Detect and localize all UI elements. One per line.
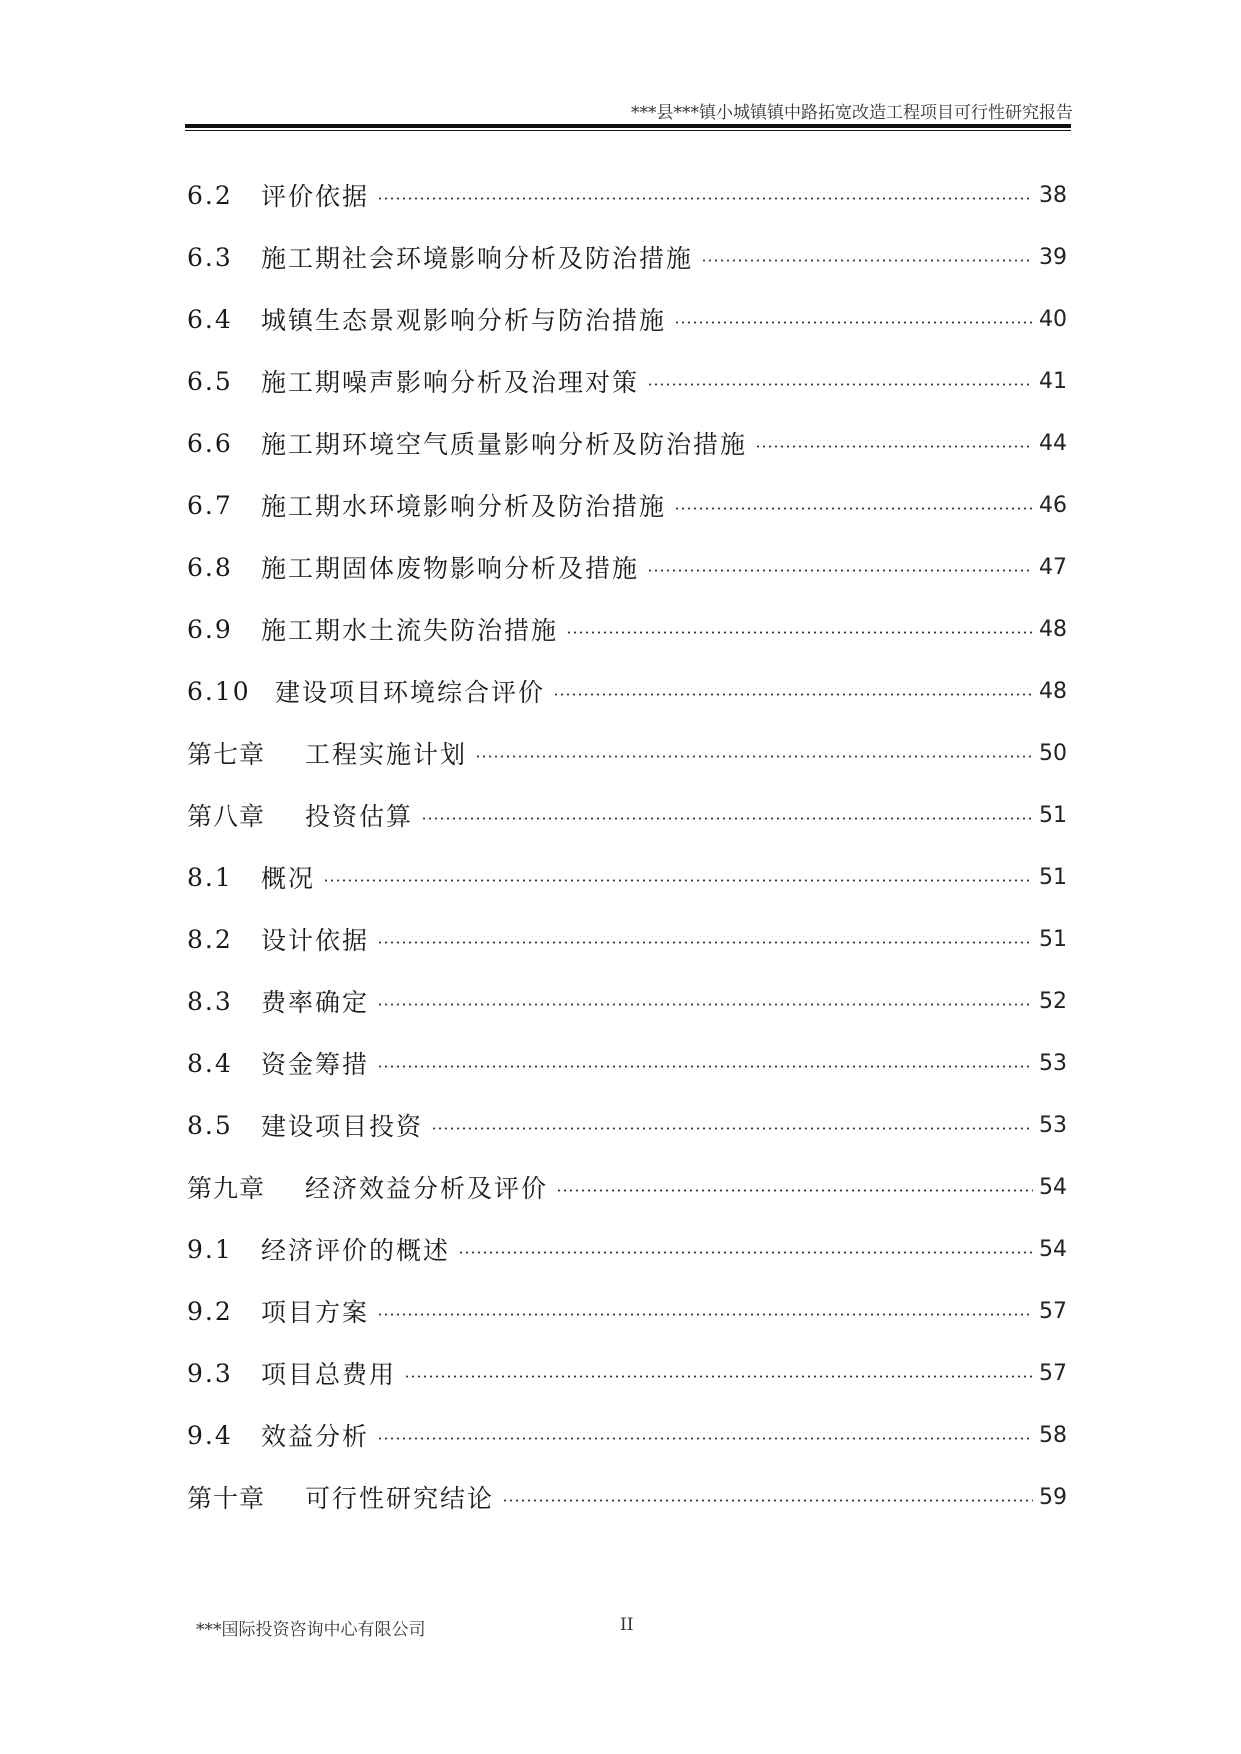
dot-leader [556, 1189, 1033, 1192]
toc-entry[interactable] [187, 350, 1067, 412]
toc-entry[interactable] [187, 1404, 1067, 1466]
dot-leader [404, 1375, 1033, 1378]
toc-entry-page: 39 [1039, 244, 1067, 270]
toc-entry-number: 8.5 [187, 1110, 233, 1140]
dot-leader [647, 383, 1033, 386]
dot-leader [502, 1499, 1033, 1502]
dot-leader [421, 817, 1033, 820]
toc-entry-title: 效益分析 [261, 1422, 370, 1451]
toc-entry-title: 项目方案 [261, 1298, 370, 1327]
header-rule-thin [185, 130, 1071, 131]
toc-entry-page: 58 [1039, 1422, 1067, 1448]
toc-entry-number: 8.3 [187, 986, 233, 1016]
toc-entry-title: 建设项目环境综合评价 [275, 678, 546, 707]
toc-entry-page: 57 [1039, 1360, 1067, 1386]
dot-leader [377, 941, 1033, 944]
dot-leader [475, 755, 1033, 758]
toc-entry[interactable] [187, 908, 1067, 970]
toc-entry-number: 6.10 [187, 676, 251, 706]
toc-entry-number: 第九章 [187, 1174, 266, 1203]
dot-leader [458, 1251, 1033, 1254]
dot-leader [377, 1065, 1033, 1068]
toc-entry-number: 6.8 [187, 552, 233, 582]
toc-entry-title: 费率确定 [261, 988, 370, 1017]
toc-entry-page: 48 [1039, 616, 1067, 642]
toc-entry-number: 9.1 [187, 1234, 233, 1264]
toc-entry-page: 44 [1039, 430, 1067, 456]
toc-entry-title: 城镇生态景观影响分析与防治措施 [261, 306, 667, 335]
dot-leader [674, 507, 1033, 510]
toc-entry-title: 可行性研究结论 [305, 1484, 495, 1513]
toc-entry-page: 57 [1039, 1298, 1067, 1324]
toc-entry-number: 9.2 [187, 1296, 233, 1326]
toc-entry[interactable] [187, 1280, 1067, 1342]
toc-entry-title: 施工期社会环境影响分析及防治措施 [261, 244, 694, 273]
toc-entry-number: 6.6 [187, 428, 233, 458]
dot-leader [377, 1437, 1033, 1440]
toc-entry[interactable] [187, 164, 1067, 226]
toc-entry[interactable] [187, 970, 1067, 1032]
toc-entry-page: 41 [1039, 368, 1067, 394]
footer-page-number: II [620, 1615, 634, 1635]
toc-entry-number: 9.4 [187, 1420, 233, 1450]
toc-entry-page: 46 [1039, 492, 1067, 518]
toc-entry-number: 6.2 [187, 180, 233, 210]
toc-entry-page: 50 [1039, 740, 1067, 766]
toc-entry-number: 第十章 [187, 1484, 266, 1513]
toc-entry-page: 48 [1039, 678, 1067, 704]
dot-leader [431, 1127, 1033, 1130]
toc-entry-title: 项目总费用 [261, 1360, 397, 1389]
toc-entry-title: 工程实施计划 [305, 740, 468, 769]
toc-entry-number: 8.2 [187, 924, 233, 954]
toc-entry-title: 施工期水土流失防治措施 [261, 616, 559, 645]
toc-entry-page: 38 [1039, 182, 1067, 208]
toc-entry[interactable] [187, 846, 1067, 908]
toc-entry[interactable] [187, 226, 1067, 288]
toc-entry-title: 施工期固体废物影响分析及措施 [261, 554, 640, 583]
dot-leader [377, 1003, 1033, 1006]
toc-entry-title: 概况 [261, 864, 316, 893]
toc-entry-page: 54 [1039, 1174, 1067, 1200]
toc-entry-title: 评价依据 [261, 182, 370, 211]
dot-leader [553, 693, 1033, 696]
toc-entry[interactable] [187, 412, 1067, 474]
toc-entry-number: 8.1 [187, 862, 233, 892]
running-header-title: ***县***镇小城镇镇中路拓宽改造工程项目可行性研究报告 [631, 103, 1073, 123]
toc-entry-number: 8.4 [187, 1048, 233, 1078]
toc-entry-title: 投资估算 [305, 802, 414, 831]
toc-entry[interactable] [187, 1466, 1067, 1528]
toc-entry-title: 经济效益分析及评价 [305, 1174, 549, 1203]
toc-entry-title: 建设项目投资 [261, 1112, 424, 1141]
toc-entry[interactable] [187, 1032, 1067, 1094]
toc-entry-title: 经济评价的概述 [261, 1236, 451, 1265]
toc-entry[interactable] [187, 784, 1067, 846]
toc-entry[interactable] [187, 536, 1067, 598]
toc-entry-title: 资金筹措 [261, 1050, 370, 1079]
toc-entry-number: 第七章 [187, 740, 266, 769]
toc-entry-title: 施工期环境空气质量影响分析及防治措施 [261, 430, 748, 459]
toc-entry-page: 54 [1039, 1236, 1067, 1262]
toc-entry[interactable] [187, 1156, 1067, 1218]
toc-entry-number: 9.3 [187, 1358, 233, 1388]
toc-entry-title: 施工期噪声影响分析及治理对策 [261, 368, 640, 397]
dot-leader [701, 259, 1033, 262]
toc-entry-number: 6.7 [187, 490, 233, 520]
header-rule [185, 124, 1071, 128]
dot-leader [377, 1313, 1033, 1316]
toc-entry-title: 设计依据 [261, 926, 370, 955]
toc-entry[interactable] [187, 288, 1067, 350]
footer-company: ***国际投资咨询中心有限公司 [196, 1620, 426, 1640]
dot-leader [755, 445, 1033, 448]
toc-entry[interactable] [187, 660, 1067, 722]
toc-entry-title: 施工期水环境影响分析及防治措施 [261, 492, 667, 521]
toc-entry-number: 6.9 [187, 614, 233, 644]
toc-entry[interactable] [187, 1218, 1067, 1280]
toc-entry-page: 47 [1039, 554, 1067, 580]
toc-entry-page: 51 [1039, 926, 1067, 952]
dot-leader [377, 197, 1033, 200]
toc-entry-page: 59 [1039, 1484, 1067, 1510]
toc-entry-page: 51 [1039, 802, 1067, 828]
toc-entry-number: 6.3 [187, 242, 233, 272]
toc-entry[interactable] [187, 1094, 1067, 1156]
table-of-contents [187, 164, 1067, 1528]
toc-entry-number: 6.4 [187, 304, 233, 334]
dot-leader [323, 879, 1033, 882]
toc-entry[interactable] [187, 598, 1067, 660]
toc-entry[interactable] [187, 722, 1067, 784]
toc-entry-page: 52 [1039, 988, 1067, 1014]
dot-leader [566, 631, 1033, 634]
toc-entry-page: 53 [1039, 1112, 1067, 1138]
toc-entry-page: 40 [1039, 306, 1067, 332]
dot-leader [674, 321, 1033, 324]
toc-entry[interactable] [187, 1342, 1067, 1404]
toc-entry-number: 6.5 [187, 366, 233, 396]
toc-entry-number: 第八章 [187, 802, 266, 831]
toc-entry[interactable] [187, 474, 1067, 536]
toc-entry-page: 53 [1039, 1050, 1067, 1076]
toc-entry-page: 51 [1039, 864, 1067, 890]
dot-leader [647, 569, 1033, 572]
